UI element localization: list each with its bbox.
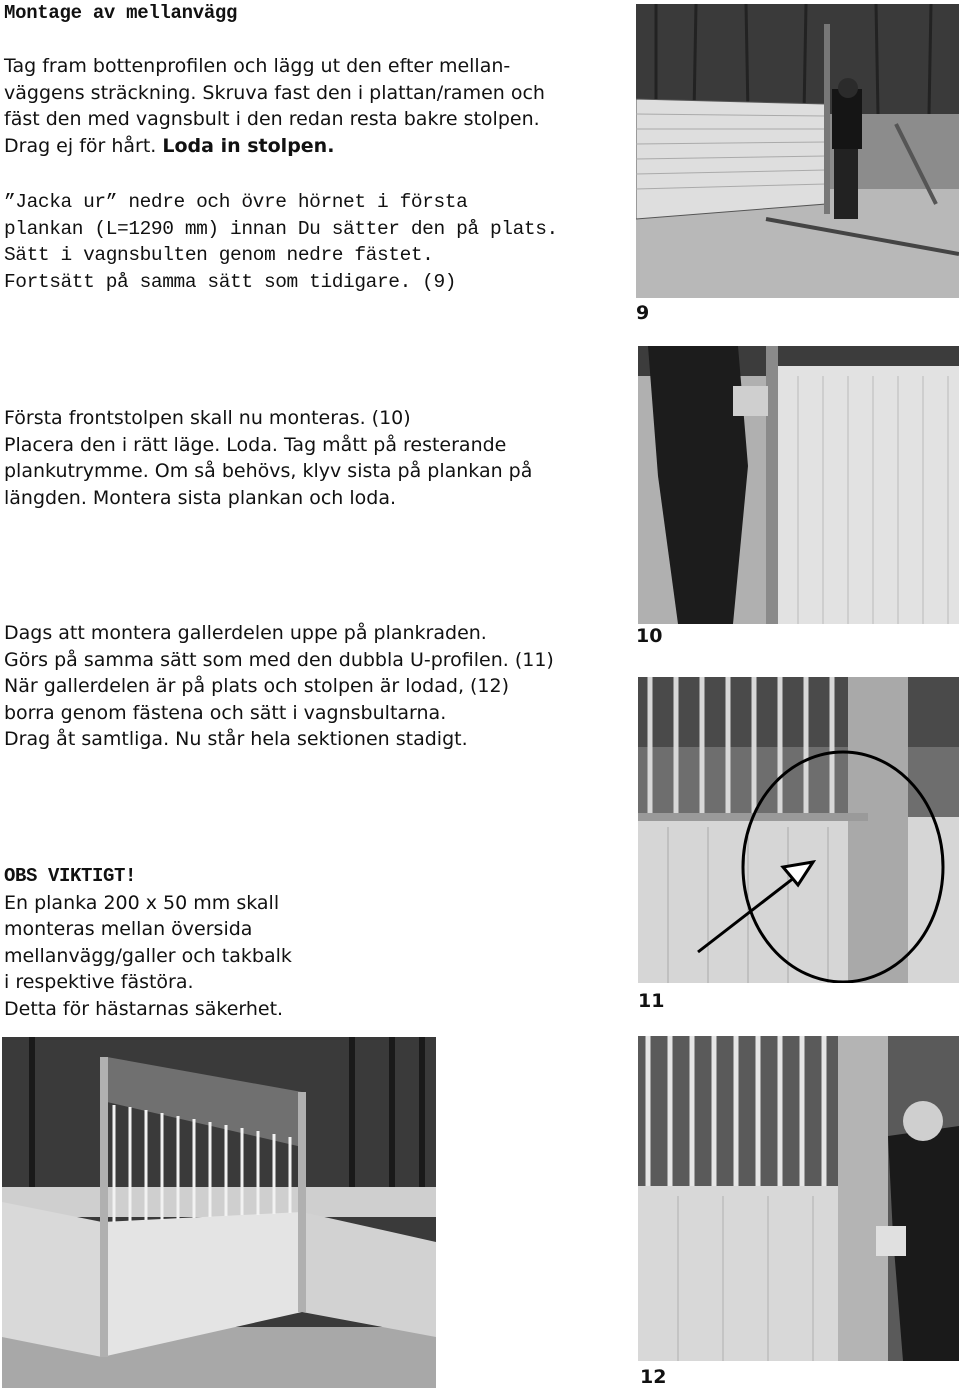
text-line: Placera den i rätt läge. Loda. Tag mått på resterande: [4, 433, 507, 456]
text-line: Drag åt samtliga. Nu står hela sektionen stadigt.: [4, 728, 468, 750]
photo-figure-12-image: [638, 1036, 959, 1361]
text-line: plankutrymme. Om så behövs, klyv sista på plankan på: [4, 460, 533, 482]
text-line: När gallerdelen är på plats och stolpen är lodad, (12): [4, 675, 510, 697]
figure-number-9: 9: [636, 302, 650, 324]
text-line: fäst den med vagnsbult i den redan resta bakre stolpen.: [4, 108, 540, 130]
front-post-paragraph: [4, 405, 614, 511]
bold-instruction: Loda in stolpen.: [162, 134, 335, 157]
text-span: Drag ej för hårt.: [4, 134, 163, 157]
text-line: En planka 200 x 50 mm skall: [4, 891, 280, 914]
photo-figure-10: [638, 346, 959, 624]
intro-paragraph: [4, 53, 614, 159]
text-line: [4, 133, 614, 160]
figure-number-12: 12: [640, 1366, 667, 1388]
text-line: borra genom fästena och sätt i vagnsbultarna.: [4, 701, 447, 724]
text-line: Görs på samma sätt som med den dubbla U-profilen. (11): [4, 648, 554, 671]
text-line: Första frontstolpen skall nu monteras. (10): [4, 407, 411, 429]
photo-obs-illustration: [2, 1037, 436, 1388]
photo-figure-9-image: [636, 4, 959, 298]
photo-figure-9: [636, 4, 959, 298]
text-line: mellanvägg/galler och takbalk: [4, 944, 292, 967]
text-line: Tag fram bottenprofilen och lägg ut den efter mellan-: [4, 55, 511, 77]
text-line: väggens sträckning. Skruva fast den i plattan/ramen och: [4, 81, 545, 104]
text-line: plankan (L=1290 mm) innan Du sätter den på plats.: [4, 217, 558, 240]
warning-paragraph: [4, 863, 404, 1022]
figure-number-11: 11: [638, 990, 665, 1012]
figure-number-10: 10: [636, 625, 663, 647]
grille-paragraph: [4, 620, 614, 753]
photo-figure-12: [638, 1036, 959, 1361]
text-line: längden. Montera sista plankan och loda.: [4, 486, 397, 509]
warning-heading: OBS VIKTIGT!: [4, 865, 137, 887]
text-line: Sätt i vagnsbulten genom nedre fästet.: [4, 244, 434, 266]
page-title: Montage av mellanvägg: [4, 2, 238, 24]
text-line: Detta för hästarnas säkerhet.: [4, 997, 284, 1020]
text-line: ”Jacka ur” nedre och övre hörnet i första: [4, 191, 468, 213]
notch-paragraph: [4, 189, 614, 295]
text-line: i respektive fästöra.: [4, 971, 194, 993]
text-line: Dags att montera gallerdelen uppe på plankraden.: [4, 622, 487, 644]
photo-obs-illustration-image: [2, 1037, 436, 1388]
photo-figure-11-image: [638, 677, 959, 983]
text-line: Fortsätt på samma sätt som tidigare. (9): [4, 270, 457, 293]
photo-figure-11: [638, 677, 959, 983]
photo-figure-10-image: [638, 346, 959, 624]
text-line: monteras mellan översida: [4, 918, 253, 940]
